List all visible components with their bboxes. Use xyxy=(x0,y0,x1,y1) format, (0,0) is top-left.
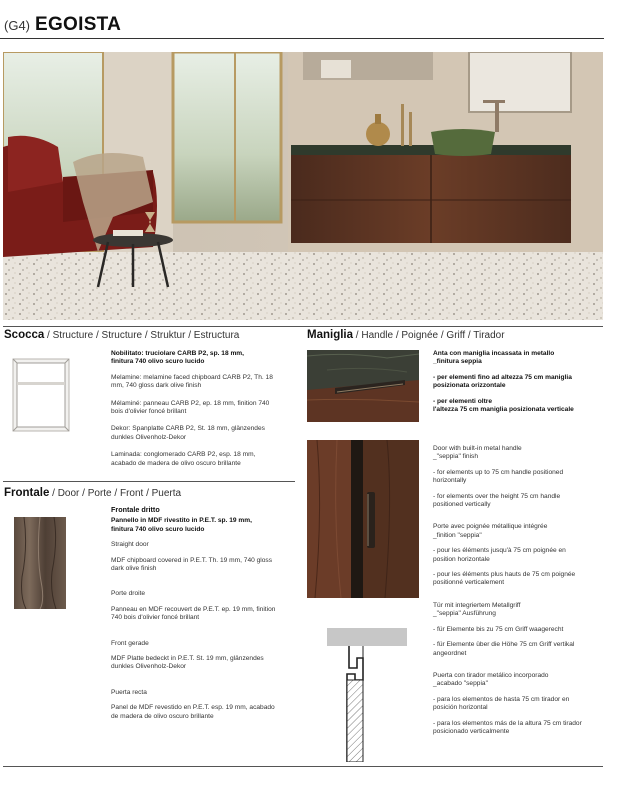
frontale-line: MDF chipboard covered in P.E.T. Th. 19 mm, 740 gloss xyxy=(111,556,273,564)
maniglia-line: _"seppia" Ausführung xyxy=(433,610,496,618)
handle-profile-drawing xyxy=(327,628,407,762)
maniglia-line: horizontally xyxy=(433,477,467,485)
scocca-line: bois d'olivier foncé brillant xyxy=(111,408,187,416)
maniglia-line: _"seppia" finish xyxy=(433,453,479,461)
scocca-heading xyxy=(4,329,239,341)
frontale-line: Frontale dritto xyxy=(111,505,160,514)
handle-section-diagram-icon xyxy=(327,628,407,762)
handle-vertical-image xyxy=(307,440,419,598)
page-header xyxy=(4,14,121,36)
maniglia-title: Maniglia xyxy=(307,329,354,341)
scocca-line: Mélaminé: panneau CARB P2, ep. 18 mm, finition 740 xyxy=(111,399,270,407)
maniglia-translations: / Handle / Poignée / Griff / Tirador xyxy=(353,330,505,341)
frontale-translations: / Door / Porte / Front / Puerta xyxy=(49,488,182,499)
maniglia-line: positionné verticalement xyxy=(433,579,505,587)
scocca-line: Nobilitato: truciolare CARB P2, sp. 18 mm, xyxy=(111,350,244,357)
frontale-title: Frontale xyxy=(4,487,50,499)
maniglia-line: - para los elementos más de la altura 75 cm tirador xyxy=(433,719,582,727)
maniglia-line: posicionado verticalmente xyxy=(433,727,510,735)
maniglia-line: Tür mit integriertem Metallgriff xyxy=(433,601,521,609)
bathroom-scene xyxy=(3,52,603,320)
section-divider-mid xyxy=(3,481,295,482)
maniglia-line: positioned vertically xyxy=(433,501,491,509)
handle-horizontal-image xyxy=(307,350,419,422)
maniglia-line: posizionata orizzontale xyxy=(433,382,506,390)
scocca-description xyxy=(111,350,296,468)
maniglia-italian-description xyxy=(433,350,608,414)
maniglia-line: - pour les éléments jusqu'à 75 cm poignée en xyxy=(433,547,566,555)
maniglia-line: - for elements up to 75 cm handle positioned xyxy=(433,468,564,476)
maniglia-line: _acabado "seppia" xyxy=(433,680,488,688)
scocca-line: finitura 740 olivo scuro lucido xyxy=(111,358,205,366)
hero-image xyxy=(3,52,603,320)
frontale-line: dunkles Olivenholz-Dekor xyxy=(111,663,187,671)
maniglia-line: Anta con maniglia incassata in metallo xyxy=(433,350,555,357)
door-thumbnail xyxy=(14,517,66,609)
scocca-translations: / Structure / Structure / Struktur / Estructura xyxy=(44,330,240,341)
section-divider-bottom xyxy=(3,766,603,767)
maniglia-line: - pour les éléments plus hauts de 75 cm poignée xyxy=(433,571,576,579)
scocca-line: Laminada: conglomerado CARB P2, esp. 18 mm, xyxy=(111,451,256,459)
scocca-line: Dekor: Spanplatte CARB P2, St. 18 mm, glänzendes xyxy=(111,425,265,433)
frontale-line: Puerta recta xyxy=(111,688,147,696)
scocca-line: acabado de madera de olivo oscuro brillante xyxy=(111,459,241,467)
frontale-line: Porte droite xyxy=(111,590,146,598)
maniglia-line: _finition "seppia" xyxy=(433,531,482,539)
maniglia-line: - para los elementos de hasta 75 cm tirador en xyxy=(433,695,570,703)
maniglia-line: Door with built-in metal handle xyxy=(433,445,522,452)
frontale-description xyxy=(111,506,296,721)
maniglia-line: - per elementi oltre xyxy=(433,397,492,405)
scocca-title: Scocca xyxy=(4,329,45,341)
frontale-line: Panneau en MDF recouvert de P.E.T. ep. 19 mm, finition xyxy=(111,605,276,613)
frontale-line: Panel de MDF revestido en P.E.T. esp. 19 mm, acabado xyxy=(111,704,275,712)
maniglia-line: - für Elemente über die Höhe 75 cm Griff vertikal xyxy=(433,641,575,649)
maniglia-line: - für Elemente bis zu 75 cm Griff waagerecht xyxy=(433,625,564,633)
frontale-line: de madera de olivo oscuro brillante xyxy=(111,712,214,720)
scocca-line: Melamine: melamine faced chipboard CARB P2, Th. 18 xyxy=(111,373,273,381)
frontale-line: Straight door xyxy=(111,541,149,549)
page-title: EGOISTA xyxy=(35,14,122,35)
maniglia-line: posición horizontal xyxy=(433,704,488,712)
frontale-line: dark olive finish xyxy=(111,565,157,573)
frontale-heading xyxy=(4,487,181,499)
maniglia-translations-description xyxy=(433,445,608,736)
maniglia-line: angeordnet xyxy=(433,649,467,657)
maniglia-line: position horizontale xyxy=(433,555,490,563)
wood-door-swatch-icon xyxy=(14,517,66,609)
vertical-handle-photo xyxy=(307,440,419,598)
frontale-line: MDF Platte bedeckt in P.E.T. St. 19 mm, glänzendes xyxy=(111,655,264,663)
maniglia-line: _finitura seppia xyxy=(433,358,482,366)
series-code: (G4) xyxy=(4,18,30,33)
scocca-line: dunkles Olivenholz-Dekor xyxy=(111,433,187,441)
frontale-line: finitura 740 olivo scuro lucido xyxy=(111,525,205,533)
horizontal-handle-photo xyxy=(307,350,419,422)
maniglia-line: - per elementi fino ad altezza 75 cm maniglia xyxy=(433,373,572,381)
maniglia-line: Puerta con tirador metálico incorporado xyxy=(433,671,549,679)
header-divider xyxy=(0,38,604,39)
frontale-line: Front gerade xyxy=(111,639,149,647)
frontale-line: 740 bois d'olivier foncé brillant xyxy=(111,614,200,622)
frontale-line: Pannello in MDF rivestito in P.E.T. sp. 19 mm, xyxy=(111,517,252,525)
maniglia-line: l'altezza 75 cm maniglia posizionata verticale xyxy=(433,406,574,414)
maniglia-heading xyxy=(307,329,505,341)
section-divider-top xyxy=(3,326,603,327)
structure-thumbnail xyxy=(12,358,70,432)
cabinet-carcass-icon xyxy=(12,358,70,432)
maniglia-line: - for elements over the height 75 cm handle xyxy=(433,492,561,500)
maniglia-line: Porte avec poignée métallique intégrée xyxy=(433,523,548,531)
scocca-line: mm, 740 gloss dark olive finish xyxy=(111,382,202,390)
